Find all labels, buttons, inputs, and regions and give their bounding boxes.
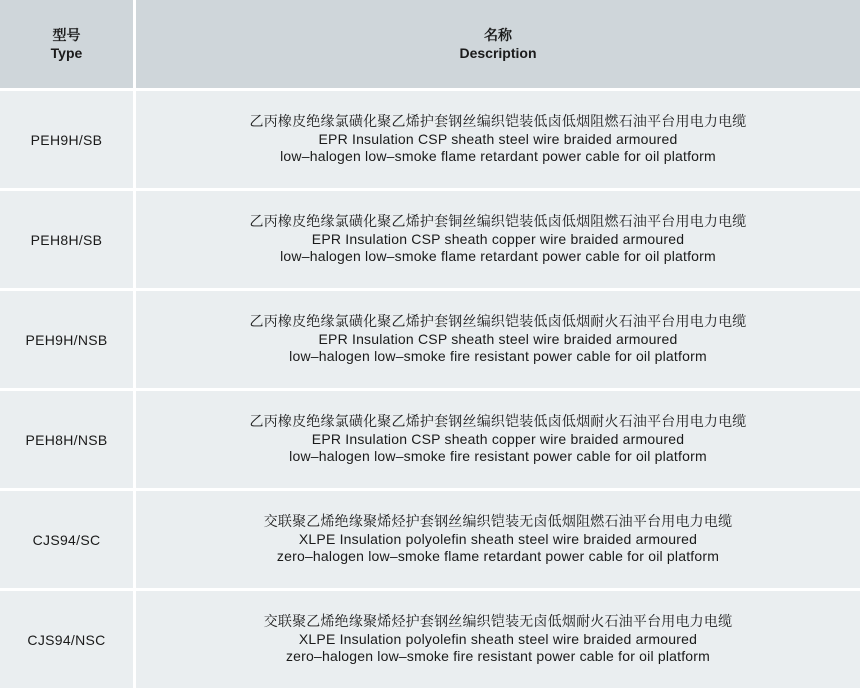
table-row xyxy=(0,588,860,688)
description-en-line1: EPR Insulation CSP sheath copper wire braided armoured xyxy=(311,430,685,447)
description-en-line2: low–halogen low–smoke flame retardant power cable for oil platform xyxy=(280,248,716,265)
description-en-line2: low–halogen low–smoke fire resistant power cable for oil platform xyxy=(289,348,707,365)
table-row xyxy=(0,488,860,588)
description-column-header xyxy=(136,0,860,88)
type-header-en: Type xyxy=(50,45,83,61)
description-en-line2: low–halogen low–smoke flame retardant power cable for oil platform xyxy=(280,148,716,165)
type-cell: PEH8H/SB xyxy=(0,188,136,288)
type-cell: CJS94/SC xyxy=(0,488,136,588)
description-cell xyxy=(136,88,860,188)
description-en-line1: XLPE Insulation polyolefin sheath steel wire braided armoured xyxy=(298,630,698,647)
description-zh: 乙丙橡皮绝缘氯磺化聚乙烯护套钢丝编织铠装低卤低烟耐火石油平台用电力电缆 xyxy=(249,313,747,330)
type-cell: PEH9H/SB xyxy=(0,88,136,188)
description-en-line1: EPR Insulation CSP sheath steel wire braided armoured xyxy=(318,130,678,147)
table-row xyxy=(0,388,860,488)
description-en-line1: EPR Insulation CSP sheath copper wire braided armoured xyxy=(311,230,685,247)
description-cell xyxy=(136,288,860,388)
description-en-line2: low–halogen low–smoke fire resistant power cable for oil platform xyxy=(289,448,707,465)
description-zh: 交联聚乙烯绝缘聚烯烃护套钢丝编织铠装无卤低烟阻燃石油平台用电力电缆 xyxy=(263,513,733,530)
type-cell: PEH8H/NSB xyxy=(0,388,136,488)
description-header-zh: 名称 xyxy=(484,27,512,43)
description-cell xyxy=(136,388,860,488)
type-header-zh: 型号 xyxy=(52,27,81,43)
description-en-line2: zero–halogen low–smoke flame retardant power cable for oil platform xyxy=(276,548,720,565)
table-row xyxy=(0,88,860,188)
type-cell: CJS94/NSC xyxy=(0,588,136,688)
table-row xyxy=(0,188,860,288)
description-en-line1: EPR Insulation CSP sheath steel wire braided armoured xyxy=(318,330,678,347)
type-column-header xyxy=(0,0,136,88)
description-en-line1: XLPE Insulation polyolefin sheath steel wire braided armoured xyxy=(298,530,698,547)
description-zh: 乙丙橡皮绝缘氯磺化聚乙烯护套铜丝编织铠装低卤低烟阻燃石油平台用电力电缆 xyxy=(249,213,747,230)
table-header-row xyxy=(0,0,860,88)
description-cell xyxy=(136,188,860,288)
description-zh: 乙丙橡皮绝缘氯磺化聚乙烯护套钢丝编织铠装低卤低烟耐火石油平台用电力电缆 xyxy=(249,413,747,430)
description-header-en: Description xyxy=(459,45,537,61)
table-row xyxy=(0,288,860,388)
description-cell xyxy=(136,488,860,588)
description-zh: 乙丙橡皮绝缘氯磺化聚乙烯护套钢丝编织铠装低卤低烟阻燃石油平台用电力电缆 xyxy=(249,113,747,130)
description-zh: 交联聚乙烯绝缘聚烯烃护套钢丝编织铠装无卤低烟耐火石油平台用电力电缆 xyxy=(263,613,733,630)
description-en-line2: zero–halogen low–smoke fire resistant power cable for oil platform xyxy=(285,648,711,665)
description-cell xyxy=(136,588,860,688)
type-cell: PEH9H/NSB xyxy=(0,288,136,388)
